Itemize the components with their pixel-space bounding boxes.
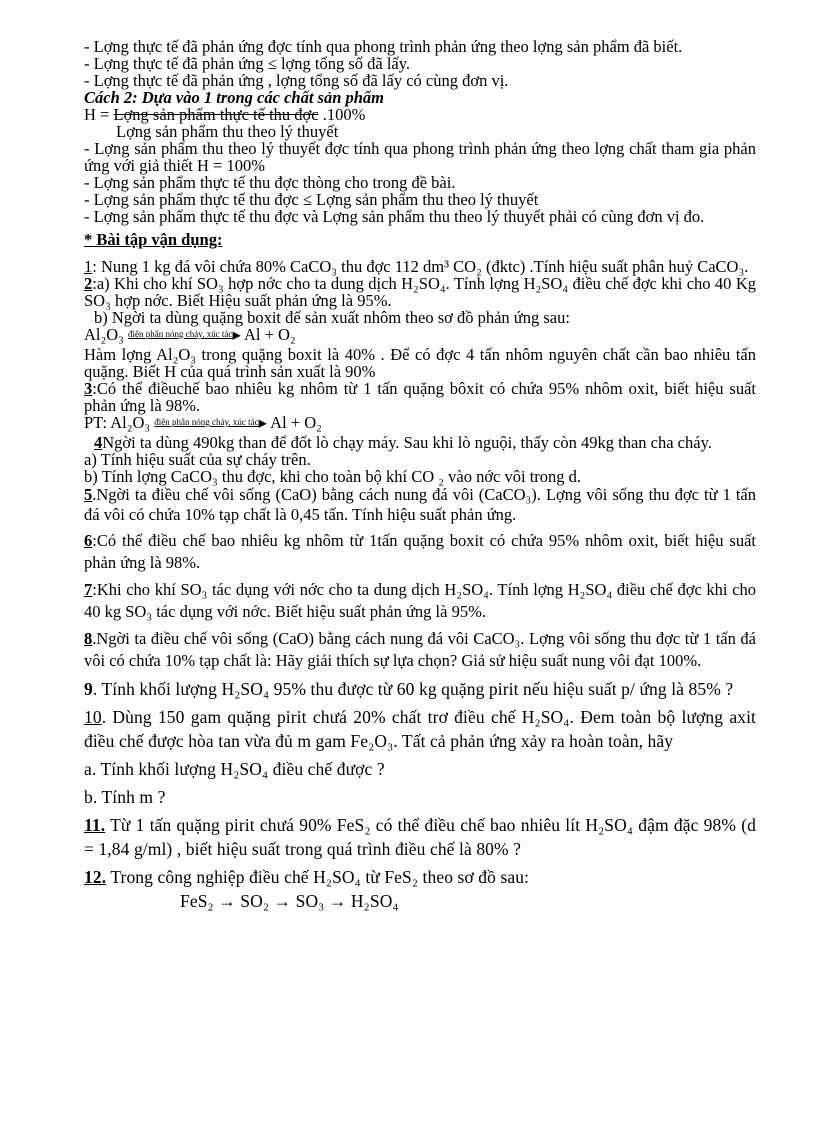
equation-reactant: PT: Al₂O₃: [84, 413, 155, 432]
exercise-10: [84, 705, 756, 753]
exercise-7: [84, 579, 756, 623]
text-line: - Lợng thực tế đã phản ứng , lợng tổng số đã lấy có cùng đơn vị.: [84, 71, 509, 90]
exercise-text: :a) Khi cho khí SO₃ hợp nớc cho ta dung dịch H₂SO₄. Tính lợng H₂SO₄ điều chế đợc khi cho 40 Kg SO₃ hợp nớc. Biết Hiệu suất phản ứng là 95%.: [84, 274, 756, 310]
arrow-condition: điện phân nóng chảy, xúc tác: [128, 329, 233, 339]
document-page: [84, 38, 756, 913]
exercise-text: .Ngời ta điều chế vôi sống (CaO) bằng cách nung đá vôi (CaCO₃). Lợng vôi sống thu đợc từ 1 tấn đá vôi có chứa 10% tạp chất là 0,45 tấn. Tính hiệu suất phản ứng.: [84, 485, 756, 524]
formula-numerator: Lợng sản phẩm thực tế thu đợc: [113, 105, 319, 124]
exercise-12: [84, 865, 756, 889]
exercise-text: :Khi cho khí SO₃ tác dụng với nớc cho ta dung dịch H₂SO₄. Tính lợng H₂SO₄ điều chế đợc khi cho 40 kg SO₃ tác dụng với nớc. Biết hiệu suất phản ứng là 95%.: [84, 580, 756, 621]
exercise-1: [84, 258, 756, 275]
exercise-10b: b. Tính m ?: [84, 787, 166, 807]
exercise-2c: Hàm lợng Al₂O₃ trong quặng boxit là 40% . Để có đợc 4 tấn nhôm nguyên chất cần bao nhiêu tấn quặng. Biết H của quá trình sản xuất là 90%: [84, 345, 756, 381]
exercise-number: 7: [84, 580, 93, 599]
exercise-text: :Có thể điềuchế bao nhiêu kg nhôm từ 1 tấn quặng bôxit có chứa 95% nhôm oxit, biết hiệu suất phản ứng là 98%.: [84, 379, 756, 415]
exercise-text: . Tính khối lượng H₂SO₄ 95% thu được từ 60 kg quặng pirit nếu hiệu suất p/ ứng là 85% ?: [92, 679, 734, 699]
equation-product: Al + O₂: [266, 413, 322, 432]
exercise-number: 3: [84, 379, 93, 398]
exercise-6: [84, 530, 756, 574]
arrow-condition: điện phân nóng chảy, xúc tác: [154, 417, 259, 427]
exercise-number: 12.: [84, 867, 107, 887]
exercise-text: . Dùng 150 gam quặng pirit chưá 20% chất trơ điều chế H₂SO₄. Đem toàn bộ lượng axit điều chế được hòa tan vừa đủ m gam Fe₂O₃. Tất cả phản ứng xảy ra hoàn toàn, hãy: [84, 707, 756, 751]
equation-line: [84, 414, 756, 434]
equation-product: Al + O₂: [240, 325, 296, 344]
exercise-3: [84, 380, 756, 414]
exercise-number: 5: [84, 485, 93, 504]
exercise-number: 10: [84, 707, 102, 727]
exercise-2b: b) Ngời ta dùng quặng boxit để sản xuất nhôm theo sơ đồ phản ứng sau:: [94, 308, 570, 327]
exercise-number: 2: [84, 274, 93, 293]
exercise-number: 9: [84, 679, 93, 699]
exercise-number: 11.: [84, 815, 106, 835]
text-line: - Lợng sản phẩm thực tế thu đợc thòng cho trong đề bài.: [84, 173, 456, 192]
text-line: - Lợng thực tế đã phản ứng đợc tính qua phong trình phản ứng theo lợng sản phẩm đã biết.: [84, 37, 683, 56]
equation-line: [84, 326, 756, 346]
exercise-10a: a. Tính khối lượng H₂SO₄ điều chế được ?: [84, 759, 385, 779]
arrow-icon: ▸: [258, 413, 267, 432]
exercise-8: [84, 628, 756, 672]
exercise-number: 1: [84, 257, 93, 276]
exercise-2: [84, 275, 756, 309]
equation-reactant: Al₂O₃: [84, 325, 129, 344]
exercise-text: Trong công nghiệp điều chế H₂SO₄ từ FeS₂ theo sơ đồ sau:: [106, 867, 530, 887]
exercise-text: : Nung 1 kg đá vôi chứa 80% CaCO₃ thu đợc 112 dm³ CO₂ (đktc) .Tính hiệu suất phân huỷ CaCO₃.: [92, 257, 749, 276]
text-line: - Lợng sản phẩm thực tế thu đợc và Lợng sản phẩm thu theo lý thuyết phải có cùng đơn vị đo.: [84, 207, 705, 226]
exercise-4: [84, 434, 756, 451]
section-heading: Cách 2: Dựa vào 1 trong các chất sản phẩm: [84, 88, 385, 107]
formula-line: [84, 106, 756, 123]
exercise-4a: a) Tính hiệu suất của sự cháy trên.: [84, 450, 311, 469]
text-line: - Lợng sản phẩm thu theo lý thuyết đợc tính qua phong trình phản ứng theo lợng chất tham gia phản ứng với giả thiết H = 100%: [84, 139, 756, 175]
formula-factor: .100%: [318, 105, 366, 124]
exercise-text: Từ 1 tấn quặng pirit chưá 90% FeS₂ có thể điều chế bao nhiêu lít H₂SO₄ đậm đặc 98% (d = 1,84 g/ml) , biết hiệu suất trong quá trình điều chế là 80% ?: [84, 815, 756, 859]
exercise-4b: b) Tính lợng CaCO₃ thu đợc, khi cho toàn bộ khí CO ₂ vào nớc vôi trong d.: [84, 467, 582, 486]
text-line: - Lợng sản phẩm thực tế thu đợc ≤ Lợng sản phẩm thu theo lý thuyết: [84, 190, 539, 209]
exercise-number: 6: [84, 531, 93, 550]
exercise-5: [84, 485, 756, 525]
exercise-number: 4: [94, 433, 103, 452]
exercises-heading: * Bài tập vận dụng:: [84, 230, 223, 249]
exercise-11: [84, 813, 756, 861]
exercise-text: .Ngời ta điều chế vôi sống (CaO) bằng cách nung đá vôi CaCO₃. Lợng vôi sống thu đợc từ 1 tấn đá vôi có chứa 10% tạp chất là: Hãy giải thích sự lựa chọn? Giả sử hiệu suất nung vôi đạt 100%.: [84, 629, 756, 670]
exercise-number: 8: [84, 629, 93, 648]
exercise-text: :Có thể điều chế bao nhiêu kg nhôm từ 1tấn quặng boxit có chứa 95% nhôm oxit, biết hiệu suất phản ứng là 98%.: [84, 531, 756, 572]
formula-denominator: Lợng sản phẩm thu theo lý thuyết: [116, 122, 339, 141]
exercise-9: [84, 677, 756, 701]
reaction-scheme: FeS₂ → SO₂ → SO₃ → H₂SO₄: [180, 891, 399, 911]
arrow-icon: ▸: [232, 325, 241, 344]
exercise-text: Ngời ta dùng 490kg than để đốt lò chạy máy. Sau khi lò nguội, thấy còn 49kg than cha cháy.: [102, 433, 712, 452]
text-line: - Lợng thực tế đã phản ứng ≤ lợng tổng số đã lấy.: [84, 54, 411, 73]
formula-lhs: H =: [84, 105, 114, 124]
